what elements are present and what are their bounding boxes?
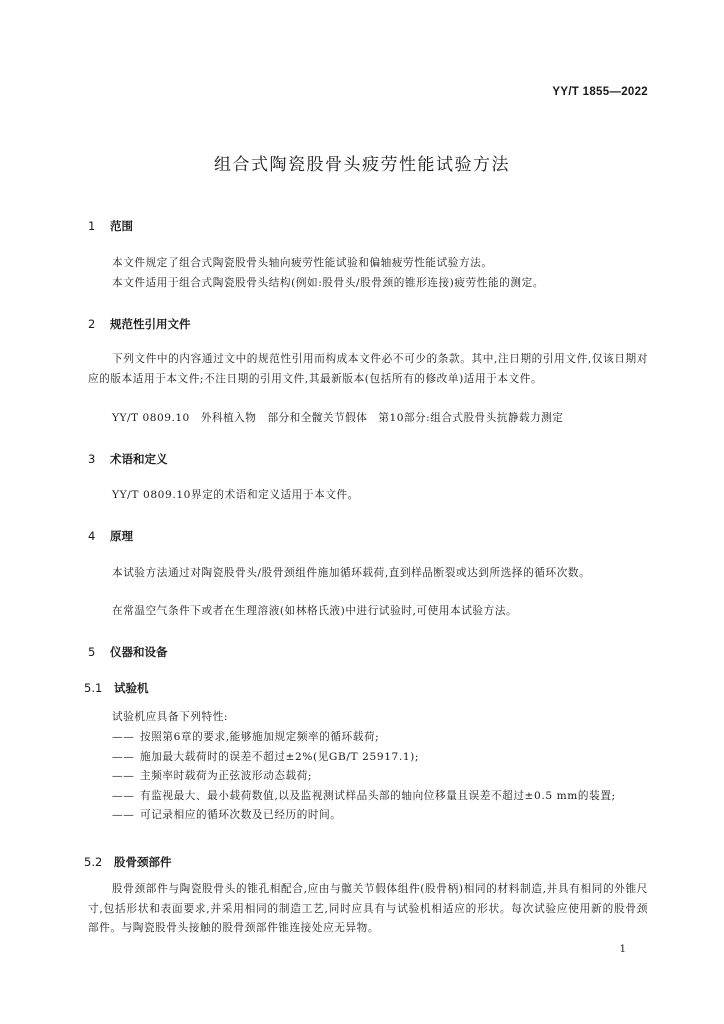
requirements-list <box>112 728 648 826</box>
section-4-heading <box>88 528 133 544</box>
section-title: 术语和定义 <box>110 452 168 466</box>
paragraph: 本文件规定了组合式陶瓷股骨头轴向疲劳性能试验和偏轴疲劳性能试验方法。 <box>112 257 493 269</box>
dash-marker: —— <box>112 789 135 802</box>
page-number: 1 <box>619 944 626 955</box>
section-number: 5 <box>88 645 96 659</box>
list-item: —— 有监视最大、最小载荷数值,以及监视测试样品头部的轴向位移量且误差不超过±0.5 mm的装置; <box>112 787 648 807</box>
section-title: 规范性引用文件 <box>110 317 191 331</box>
paragraph: 本试验方法通过对陶瓷股骨头/股骨颈组件施加循环载荷,直到样品断裂或达到所选择的循环次数。 <box>112 567 591 579</box>
section-2-heading <box>88 316 191 332</box>
section-3-heading <box>88 451 168 467</box>
section-1-heading <box>88 218 133 234</box>
section-title: 范围 <box>110 219 133 233</box>
list-item: —— 可记录相应的循环次数及已经历的时间。 <box>112 806 648 826</box>
normative-reference: YY/T 0809.10 外科植入物 部分和全髋关节假体 第10部分:组合式股骨头抗静载力测定 <box>112 412 564 424</box>
section-number: 1 <box>88 219 96 233</box>
list-item: —— 主频率时载荷为正弦波形动态载荷; <box>112 767 648 787</box>
paragraph: YY/T 0809.10界定的术语和定义适用于本文件。 <box>112 489 359 501</box>
section-number: 2 <box>88 317 96 331</box>
dash-marker: —— <box>112 731 135 743</box>
section-title: 仪器和设备 <box>110 645 168 659</box>
section-5-heading <box>88 644 168 660</box>
dash-marker: —— <box>112 770 135 782</box>
list-item: —— 按照第6章的要求,能够施加规定频率的循环载荷; <box>112 728 648 748</box>
list-item: —— 施加最大载荷时的误差不超过±2%(见GB/T 25917.1); <box>112 748 648 768</box>
subsection-title: 试验机 <box>114 681 149 695</box>
paragraph: 本文件适用于组合式陶瓷股骨头结构(例如:股骨头/股骨颈的锥形连接)疲劳性能的测定。 <box>112 277 544 289</box>
section-title: 原理 <box>110 529 133 543</box>
paragraph: 股骨颈部件与陶瓷股骨头的锥孔相配合,应由与髋关节假体组件(股骨柄)相同的材料制造,并具有相同的外锥尺寸,包括形状和表面要求,并采用相同的制造工艺,同时应具有与试验机相适应的形状。每次试验应使用新的股骨颈部件。与陶瓷股骨头接触的股骨颈部件锥连接处应无异物。 <box>88 883 648 934</box>
section-number: 4 <box>88 529 96 543</box>
subsection-title: 股骨颈部件 <box>114 855 172 869</box>
dash-marker: —— <box>112 809 135 821</box>
subsection-number: 5.2 <box>84 855 103 869</box>
standard-code: YY/T 1855—2022 <box>552 86 648 98</box>
paragraph: 在常温空气条件下或者在生理溶液(如林格氏液)中进行试验时,可使用本试验方法。 <box>112 605 518 617</box>
dash-marker: —— <box>112 750 135 763</box>
subsection-number: 5.1 <box>84 681 103 695</box>
subsection-5-2-heading <box>84 854 172 870</box>
subsection-5-1-heading <box>84 680 149 696</box>
document-title: 组合式陶瓷股骨头疲劳性能试验方法 <box>214 155 510 175</box>
paragraph: 下列文件中的内容通过文中的规范性引用而构成本文件必不可少的条款。其中,注日期的引用文件,仅该日期对应的版本适用于本文件;不注日期的引用文件,其最新版本(包括所有的修改单)适用于本文件。 <box>88 353 648 385</box>
section-number: 3 <box>88 452 96 466</box>
list-intro: 试验机应具备下列特性: <box>112 711 229 723</box>
